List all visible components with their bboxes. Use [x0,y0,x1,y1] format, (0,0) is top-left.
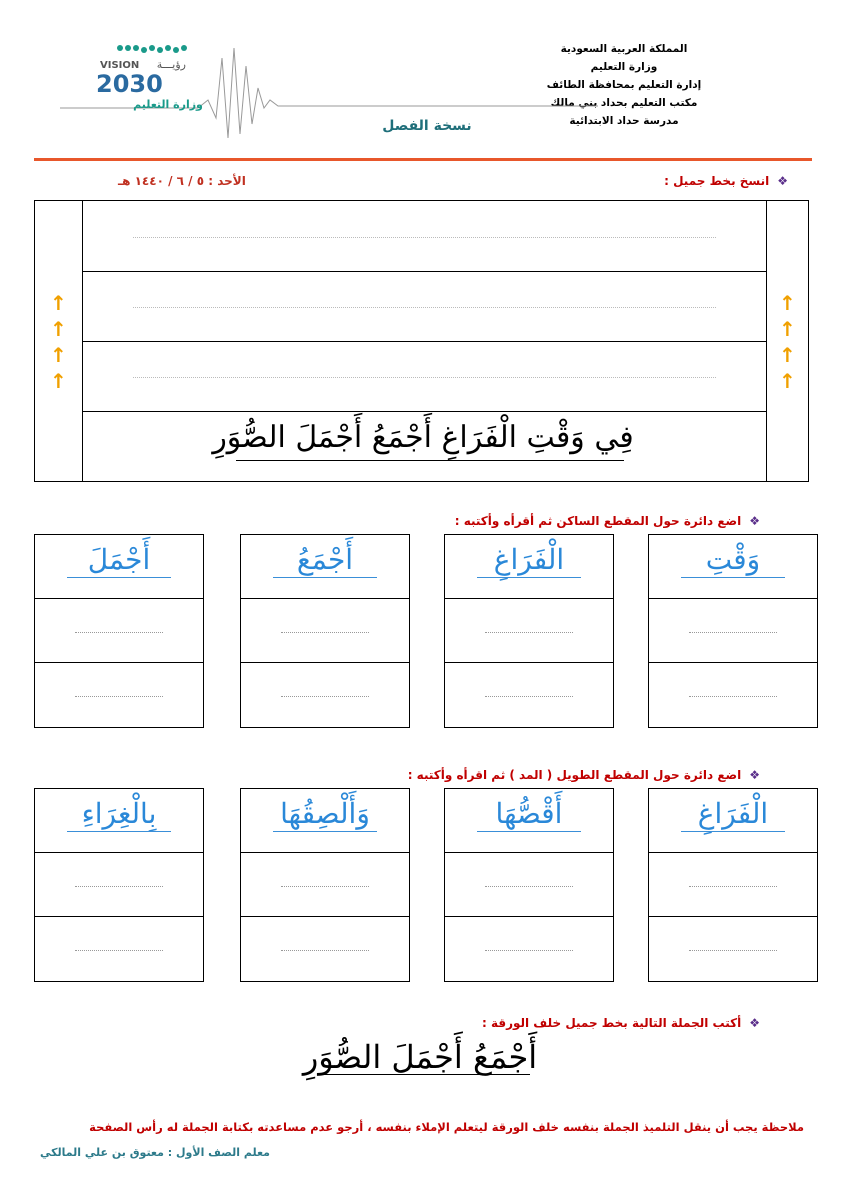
section1-heading-text: انسخ بخط جميل : [664,174,770,188]
header-line-ministry: وزارة التعليم [590,61,658,73]
answer-cell[interactable] [35,599,203,663]
section3-heading [408,768,760,782]
answer-cell[interactable] [35,917,203,981]
answer-cell[interactable] [649,853,817,917]
answer-cell[interactable] [241,599,409,663]
word-box [240,788,410,982]
up-arrow-icon: ↑ [50,291,67,315]
word-box [34,788,204,982]
answer-cell[interactable] [241,853,409,917]
logo-year-text: 2030 [96,70,163,98]
answer-cell[interactable] [445,853,613,917]
answer-cell[interactable] [445,663,613,727]
section1-heading [664,174,788,188]
word-box [648,534,818,728]
up-arrow-icon: ↑ [50,369,67,393]
header-line-directorate: إدارة التعليم بمحافظة الطائف [546,79,702,91]
answer-cell[interactable] [445,917,613,981]
up-arrow-icon: ↑ [779,317,796,341]
word-alfaragh: الْفَرَاغِ [697,797,769,830]
answer-cell[interactable] [649,663,817,727]
word-box [648,788,818,982]
word-bilghira: بِالْغِرَاءِ [81,797,157,830]
model-sentence-underline [236,460,624,461]
header-line-country: المملكة العربية السعودية [560,43,688,55]
model-sentence: فِي وَقْتِ الْفَرَاغِ أَجْمَعُ أَجْمَلَ الصُّوَرِ [212,420,634,455]
answer-cell[interactable] [649,917,817,981]
logo-vision-text: VISION [100,60,140,71]
up-arrow-icon: ↑ [50,343,67,367]
up-arrow-icon: ↑ [779,369,796,393]
word-box [240,534,410,728]
logo-dots [117,45,187,53]
word-box [444,788,614,982]
section3-heading-text: اضع دائرة حول المقطع الطويل ( المد ) ثم اقرأه وأكتبه : [407,768,742,782]
copy-box-right-margin [766,201,808,481]
footer-note: ملاحظة يجب أن ينقل التلميذ الجملة بنفسه خلف الورقة ليتعلم الإملاء بنفسه ، أرجو عدم مساعدته بكتابة الجملة له رأس الصفحة [89,1120,804,1134]
writing-line[interactable] [83,271,766,342]
word-waqti: وَقْتِ [705,543,761,576]
logo-ruya-text: رؤيـــة [156,58,186,71]
word-aqussuha: أَقْصُّهَا [495,797,563,830]
header-line-office: مكتب التعليم بحداد بني مالك [550,97,698,109]
answer-cell[interactable] [241,663,409,727]
answer-cell[interactable] [35,853,203,917]
teacher-name: معلم الصف الأول : معتوق بن علي المالكي [40,1146,270,1159]
final-sentence-underline [318,1074,530,1075]
section2-heading-text: اضع دائرة حول المقطع الساكن ثم أقرأه وأكتبه : [454,514,742,528]
word-ajmau: أَجْمَعُ [296,543,354,576]
writing-line[interactable] [83,341,766,412]
section4-heading [482,1016,760,1030]
header-line-school: مدرسة حداد الابتدائية [569,115,679,127]
word-ajmala: أَجْمَلَ [87,543,151,576]
header-divider [34,158,812,161]
up-arrow-icon: ↑ [50,317,67,341]
diamond-bullet-icon: ❖ [749,514,760,528]
worksheet-date: الأحد : ٥ / ٦ / ١٤٤٠ هـ [118,174,246,188]
class-copy-label: نسخة الفصل [382,118,472,134]
diamond-bullet-icon: ❖ [777,174,788,188]
section2-heading [455,514,760,528]
vision-2030-logo [58,38,618,148]
final-sentence: أَجْمَعُ أَجْمَلَ الصُّوَرِ [302,1038,538,1076]
word-waulsiquha: وَأَلْصِقُهَا [280,797,370,830]
up-arrow-icon: ↑ [779,343,796,367]
word-alfaragh: الْفَرَاغِ [493,543,565,576]
copy-box-left-margin [35,201,83,481]
answer-cell[interactable] [649,599,817,663]
diamond-bullet-icon: ❖ [749,768,760,782]
logo-ministry-text: وزارة التعليم [133,98,203,111]
section4-heading-text: أكتب الجملة التالية بخط جميل خلف الورقة : [481,1016,742,1030]
word-box [444,534,614,728]
word-box [34,534,204,728]
writing-line[interactable] [83,201,766,272]
diamond-bullet-icon: ❖ [749,1016,760,1030]
answer-cell[interactable] [241,917,409,981]
answer-cell[interactable] [35,663,203,727]
answer-cell[interactable] [445,599,613,663]
up-arrow-icon: ↑ [779,291,796,315]
